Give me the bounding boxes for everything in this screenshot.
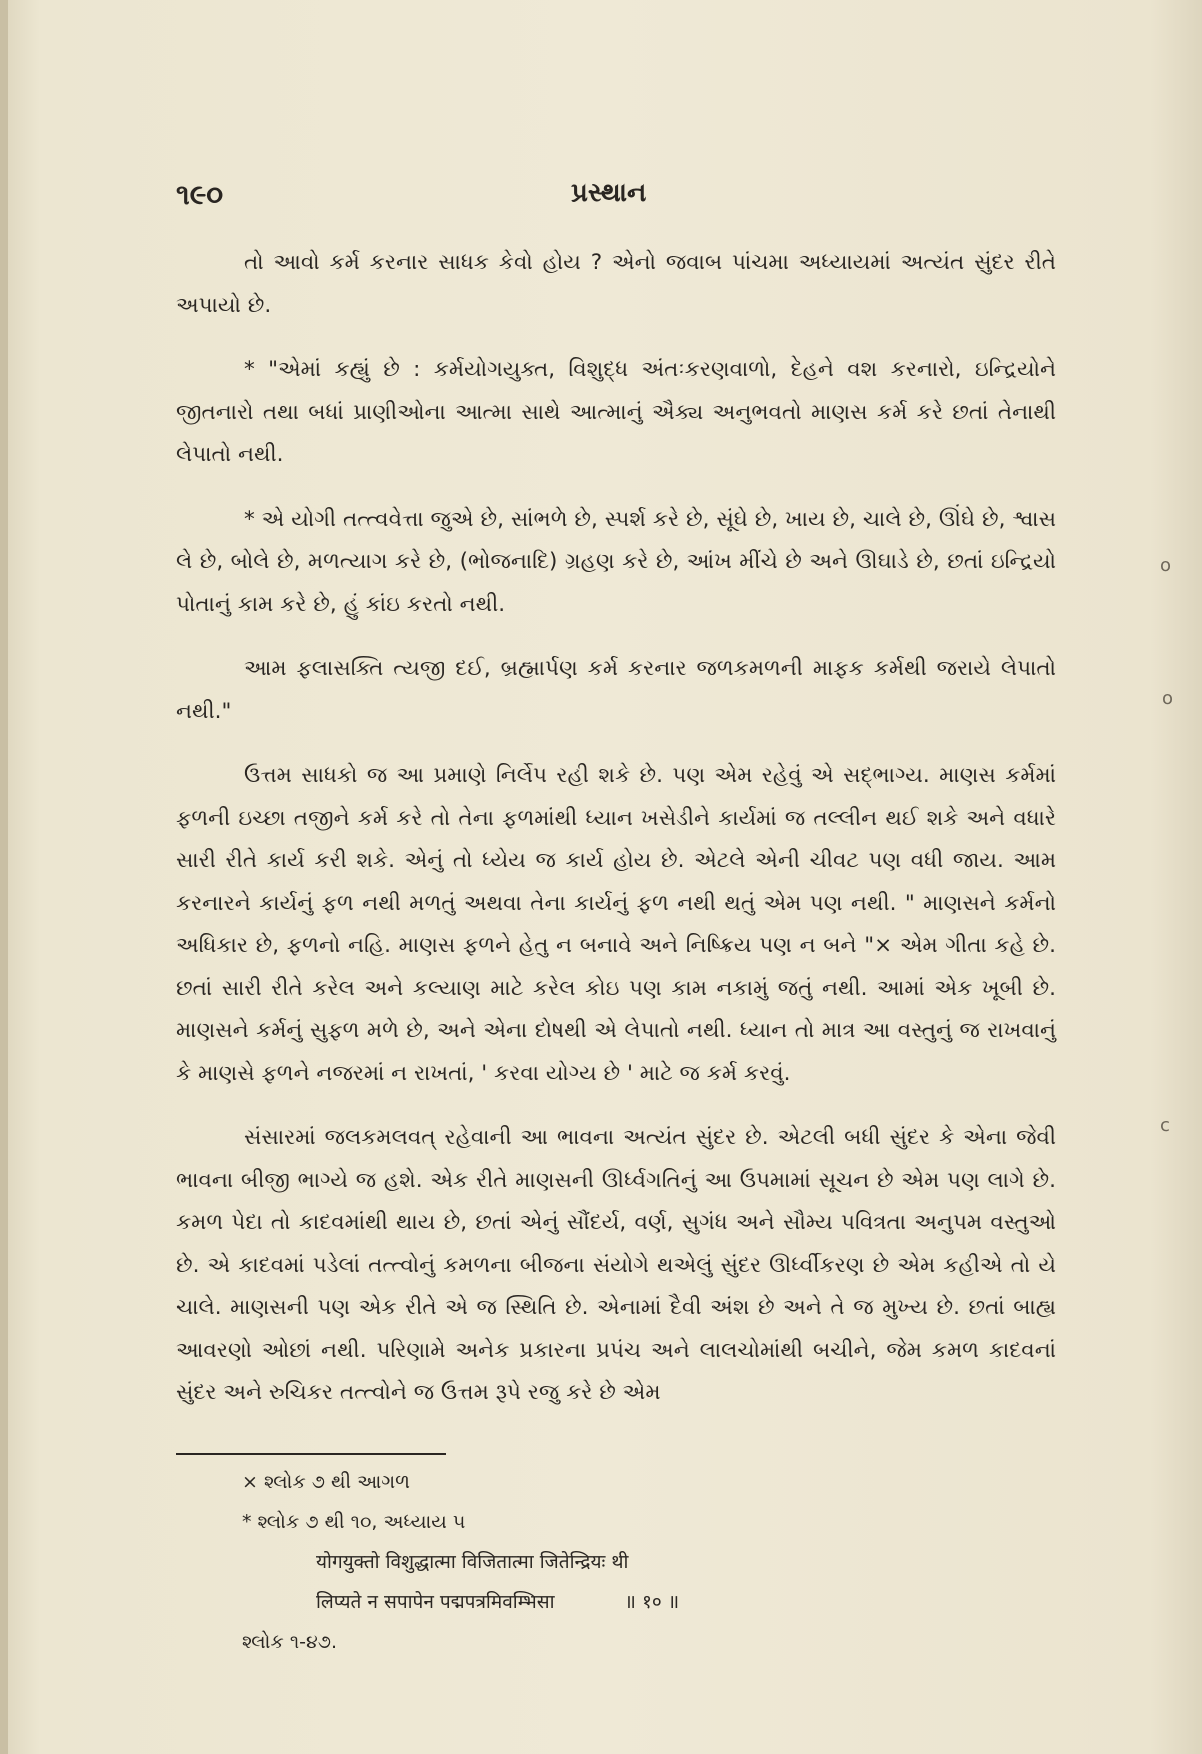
paragraph: આમ ફલાસક્તિ ત્યજી દઈ, બ્રહ્માર્પણ કર્મ કરનાર જળકમળની માફક કર્મથી જરાયે લેપાતો નથી." xyxy=(176,656,1056,724)
footnote: શ્લોક ૧-૪૭. xyxy=(242,1631,338,1653)
verse-text: लिप्यते न सपापेन पद्मपत्रमिवम्भिसा xyxy=(316,1591,555,1613)
paragraph: * એ યોગી તત્ત્વવેત્તા જુએ છે, સાંભળે છે, સ્પર્શ કરે છે, સૂંઘે છે, ખાય છે, ચાલે છે, ઊંઘે છે, શ્વાસ લે છે, બોલે છે, મળત્યાગ કરે છે, (ભોજનાદિ) ગ્રહણ કરે છે, આંખ મીંચે છે અને ઊઘાડે છે, છતાં ઇન્દ્રિયો પોતાનું કામ કરે છે, હું કાંઇ કરતો નથી. xyxy=(176,506,1056,617)
page-number: ૧૯૦ xyxy=(176,178,224,211)
page-edge xyxy=(0,0,8,1754)
verse-number: ॥ १० ॥ xyxy=(624,1591,680,1613)
body-text xyxy=(176,242,1056,1437)
footnote: * શ્લોક ૭ થી ૧૦, અધ્યાય ૫ xyxy=(242,1511,466,1533)
running-title: પ્રસ્થાન xyxy=(571,178,647,208)
paragraph: * "એમાં કહ્યું છે : કર્મયોગયુક્ત, વિશુદ્ધ અંતઃકરણવાળો, દેહને વશ કરનારો, ઇન્દ્રિયોને જીતનારો તથા બધાં પ્રાણીઓના આત્મા સાથે આત્માનું ઐક્ય અનુભવતો માણસ કર્મ કરે છતાં તેનાથી લેપાતો નથી. xyxy=(176,357,1056,467)
margin-mark-icon: c xyxy=(1160,1115,1170,1136)
footnote-divider xyxy=(176,1453,446,1455)
footnote: × શ્લોક ૭ થી આગળ xyxy=(242,1471,410,1493)
margin-mark-icon: o xyxy=(1162,688,1174,709)
sanskrit-verse-line: योगयुक्तो विशुद्धात्मा विजितात्मा जितेन्द्रियः थी xyxy=(316,1551,629,1573)
paragraph: સંસારમાં જલકમલવત્ રહેવાની આ ભાવના અત્યંત સુંદર છે. એટલી બધી સુંદર કે એના જેવી ભાવના બીજી ભાગ્યે જ હશે. એક રીતે માણસની ઊર્ધ્વગતિનું આ ઉપમામાં સૂચન છે એમ પણ લાગે છે. કમળ પેદા તો કાદવમાંથી થાય છે, છતાં એનું સૌંદર્ય, વર્ણ, સુગંધ અને સૌમ્ય પવિત્રતા અનુપમ વસ્તુઓ છે. એ કાદવમાં પડેલાં તત્ત્વોનું કમળના બીજના સંયોગે થએલું સુંદર ઊર્ધ્વીકરણ છે એમ કહીએ તો યે ચાલે. માણસની પણ એક રીતે એ જ સ્થિતિ છે. એનામાં દૈવી અંશ છે અને તે જ મુખ્ય છે. છતાં બાહ્ય આવરણો ઓછાં નથી. પરિણામે અનેક પ્રકારના પ્રપંચ અને લાલચોમાંથી બચીને, જેમ કમળ કાદવનાં સુંદર અને રુચિકર તત્ત્વોને જ ઉત્તમ રૂપે રજુ કરે છે એમ xyxy=(176,1125,1056,1405)
sanskrit-verse-line xyxy=(242,1582,1042,1622)
paragraph: ઉત્તમ સાધકો જ આ પ્રમાણે નિર્લેપ રહી શકે છે. પણ એમ રહેવું એ સદ્ભાગ્ય. માણસ કર્મમાં ફળની ઇચ્છા તજીને કર્મ કરે તો તેના ફળમાંથી ધ્યાન ખસેડીને કાર્યમાં જ તલ્લીન થઈ શકે અને વધારે સારી રીતે કાર્ય કરી શકે. એનું તો ધ્યેય જ કાર્ય હોય છે. એટલે એની ચીવટ પણ વધી જાય. આમ કરનારને કાર્યનું ફળ નથી મળતું અથવા તેના કાર્યનું ફળ નથી થતું એમ પણ નથી. " માણસને કર્મનો અધિકાર છે, ફળનો નહિ. માણસ ફળને હેતુ ન બનાવે અને નિષ્ક્રિય પણ ન બને "× એમ ગીતા કહે છે. છતાં સારી રીતે કરેલ અને કલ્યાણ માટે કરેલ કોઇ પણ કામ નકામું જતું નથી. આમાં એક ખૂબી છે. માણસને કર્મનું સુફળ મળે છે, અને એના દોષથી એ લેપાતો નથી. ધ્યાન તો માત્ર આ વસ્તુનું જ રાખવાનું કે માણસે ફળને નજરમાં ન રાખતાં, ' કરવા યોગ્ય છે ' માટે જ કર્મ કરવું. xyxy=(176,763,1056,1086)
paragraph: તો આવો કર્મ કરનાર સાધક કેવો હોય ? એનો જવાબ પાંચમા અધ્યાયમાં અત્યંત સુંદર રીતે અપાયો છે. xyxy=(176,250,1056,318)
footnotes xyxy=(242,1462,1042,1662)
page-header xyxy=(176,178,1056,218)
margin-mark-icon: o xyxy=(1160,555,1172,576)
